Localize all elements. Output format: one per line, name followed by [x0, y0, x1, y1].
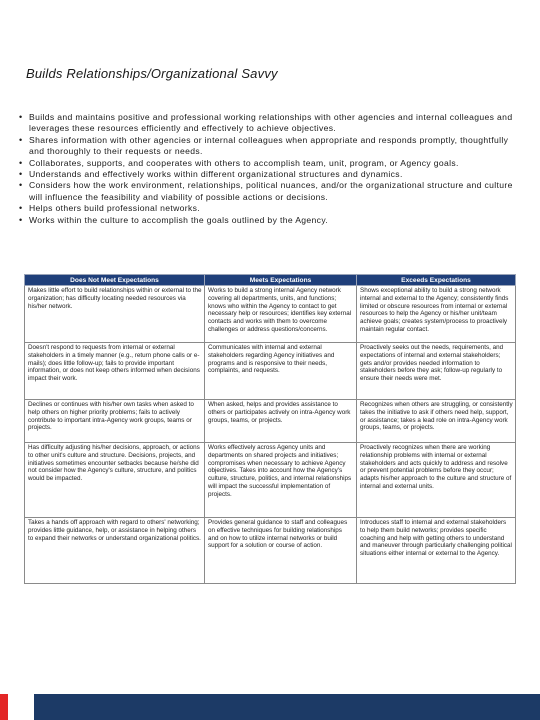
- bullet-item: • Works within the culture to accomplish the goals outlined by the Agency.: [19, 215, 519, 226]
- bullet-item: • Understands and effectively works within different organizational structures and dynamics.: [19, 169, 519, 180]
- table-row: [25, 286, 516, 343]
- footer-band: [0, 694, 540, 720]
- table-cell: Shows exceptional ability to build a strong network internal and external to the Agency; consistently finds limited or obscure resources from internal or external resources to help the Agency or his/her unit/team achieve goals; creates system/process to proactively maintain regular contact.: [357, 286, 516, 343]
- expectations-table-container: [24, 274, 515, 584]
- table-row: [25, 343, 516, 400]
- table-cell: Proactively recognizes when there are working relationship problems with internal or external stakeholders and acts quickly to address and resolve or prevent potential problems before they occur; adapts his/her approach to the culture and structure of internal and external units.: [357, 443, 516, 518]
- table-cell: Doesn't respond to requests from internal or external stakeholders in a timely manner (e.g., return phone calls or e-mails); does little follow-up; fails to provide important information, or does not keep others informed when decisions impact their work.: [25, 343, 205, 400]
- bullet-item: • Collaborates, supports, and cooperates with others to accomplish team, unit, program, or Agency goals.: [19, 158, 519, 169]
- table-cell: Works effectively across Agency units and departments on shared projects and initiatives; compromises when necessary to achieve Agency objectives. Takes into account how the Agency's culture, structure, politics, and internal relationships will impact the successful implementation of projects.: [205, 443, 357, 518]
- bullet-item: • Builds and maintains positive and professional working relationships with other agencies and internal colleagues and leverages these resources efficiently and effectively to achieve objectives.: [19, 112, 519, 135]
- table-row: [25, 400, 516, 443]
- table-cell: Has difficulty adjusting his/her decisions, approach, or actions to other unit's culture and structure. Decisions, projects, and initiatives sometimes encounter setbacks because he/she did not consider how the Agency's culture, structure, and politics would be impacted.: [25, 443, 205, 518]
- header-exceeds: Exceeds Expectations: [357, 275, 516, 286]
- table-header-row: [25, 275, 516, 286]
- bullet-item: • Shares information with other agencies or internal colleagues when appropriate and responds promptly, thoughtfully and thoroughly to their requests or needs.: [19, 135, 519, 158]
- table-cell: Introduces staff to internal and external stakeholders to help them build networks; provides specific coaching and help with getting others to understand and maneuver through particularly challenging political situations either internal or external to the Agency.: [357, 518, 516, 584]
- bullet-item: • Helps others build professional networks.: [19, 203, 519, 214]
- footer-navy-bar: [34, 694, 540, 720]
- competency-bullet-list: [19, 112, 519, 226]
- header-meets: Meets Expectations: [205, 275, 357, 286]
- table-row: [25, 443, 516, 518]
- table-cell: Works to build a strong internal Agency network covering all departments, units, and functions; knows who within the Agency to contact to get necessary help or resources; identifies key external contacts and works with them to overcome challenges or address questions/concerns.: [205, 286, 357, 343]
- expectations-table: [24, 274, 516, 584]
- table-cell: Provides general guidance to staff and colleagues on effective techniques for building relationships and on how to utilize internal networks or build support for a solution or course of action.: [205, 518, 357, 584]
- table-cell: Communicates with internal and external stakeholders regarding Agency initiatives and programs and is responsive to their needs, complaints, and requests.: [205, 343, 357, 400]
- table-cell: Proactively seeks out the needs, requirements, and expectations of internal and external stakeholders; gets and/or provides needed information to stakeholders before they ask; follow-up regularly to ensure their needs were met.: [357, 343, 516, 400]
- table-cell: Makes little effort to build relationships within or external to the organization; has difficulty locating needed resources via his/her network.: [25, 286, 205, 343]
- bullet-item: • Considers how the work environment, relationships, political nuances, and/or the organizational structure and culture will influence the feasibility and viability of possible actions or decisions.: [19, 180, 519, 203]
- table-cell: Recognizes when others are struggling, or consistently takes the initiative to ask if others need help, support, or assistance; takes a lead role on intra-Agency work groups, teams, or projects.: [357, 400, 516, 443]
- table-cell: When asked, helps and provides assistance to others or participates actively on intra-Agency work groups, teams, or projects.: [205, 400, 357, 443]
- footer-red-accent: [0, 694, 8, 720]
- page-title: Builds Relationships/Organizational Savvy: [26, 66, 278, 81]
- table-cell: Takes a hands off approach with regard to others' networking; provides little guidance, help, or assistance in helping others to expand their networks or understand organizational politics.: [25, 518, 205, 584]
- header-does-not-meet: Does Not Meet Expectations: [25, 275, 205, 286]
- table-row: [25, 518, 516, 584]
- table-cell: Declines or continues with his/her own tasks when asked to help others on higher priority problems; fails to actively contribute to important intra-Agency work groups, teams or projects.: [25, 400, 205, 443]
